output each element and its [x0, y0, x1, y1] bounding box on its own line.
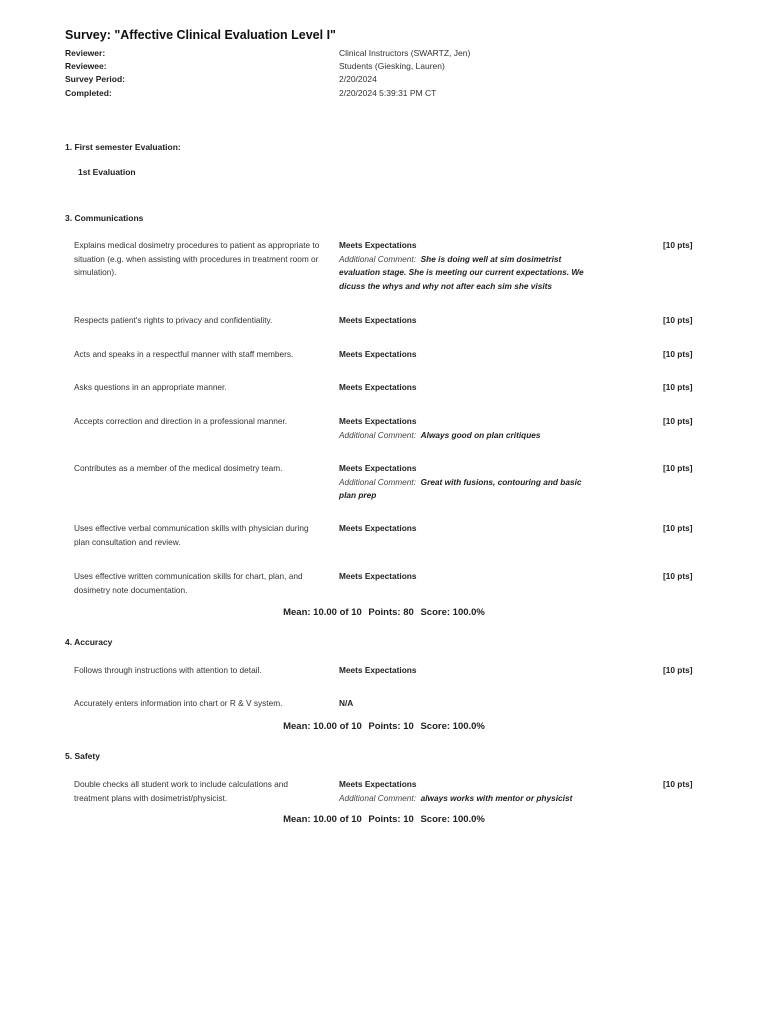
section-heading: 3. Communications	[65, 213, 144, 223]
points-badge: [10 pts]	[663, 463, 693, 473]
survey-title: Survey: "Affective Clinical Evaluation Level I"	[65, 28, 336, 42]
answer-block	[339, 381, 589, 395]
answer-block	[339, 239, 589, 293]
comment-label: Additional Comment:	[339, 253, 417, 264]
points-badge: [10 pts]	[663, 382, 693, 392]
summary-points: Points: 10	[368, 721, 414, 732]
points-badge: [10 pts]	[663, 571, 693, 581]
points-badge: [10 pts]	[663, 416, 693, 426]
section-heading: 4. Accuracy	[65, 637, 113, 647]
rating-text: Meets Expectations	[339, 523, 417, 533]
rating-text: Meets Expectations	[339, 779, 417, 789]
answer-block	[339, 570, 589, 584]
comment-text: Always good on plan critiques	[420, 429, 541, 440]
reviewee-label: Reviewee:	[65, 61, 107, 71]
question-text: Acts and speaks in a respectful manner with staff members.	[74, 349, 294, 359]
answer-block	[339, 697, 589, 711]
rating-text: Meets Expectations	[339, 463, 417, 473]
section-summary	[0, 721, 768, 732]
reviewer-label: Reviewer:	[65, 48, 106, 58]
answer-block	[339, 348, 589, 362]
summary-mean: Mean: 10.00 of 10	[283, 814, 362, 825]
section-answer: 1st Evaluation	[78, 167, 136, 177]
question-text: Double checks all student work to include calculations and treatment plans with dosimetrist/physicist.	[74, 779, 288, 803]
answer-block	[339, 778, 589, 805]
answer-block	[339, 314, 589, 328]
question-text: Accepts correction and direction in a professional manner.	[74, 416, 288, 426]
points-badge: [10 pts]	[663, 523, 693, 533]
rating-text: Meets Expectations	[339, 349, 417, 359]
points-badge: [10 pts]	[663, 349, 693, 359]
points-badge: [10 pts]	[663, 315, 693, 325]
rating-text: Meets Expectations	[339, 382, 417, 392]
completed-value: 2/20/2024 5:39:31 PM CT	[339, 88, 437, 98]
answer-block	[339, 664, 589, 678]
reviewee-value: Students (Giesking, Lauren)	[339, 61, 445, 71]
section-heading: 5. Safety	[65, 751, 100, 761]
summary-score: Score: 100.0%	[420, 814, 485, 825]
completed-label: Completed:	[65, 88, 112, 98]
rating-text: Meets Expectations	[339, 571, 417, 581]
survey-period-value: 2/20/2024	[339, 74, 377, 84]
section-summary	[0, 607, 768, 618]
reviewer-value: Clinical Instructors (SWARTZ, Jen)	[339, 48, 471, 58]
question-text: Accurately enters information into chart or R & V system.	[74, 698, 283, 708]
rating-text: Meets Expectations	[339, 665, 417, 675]
comment-label: Additional Comment:	[339, 429, 417, 440]
section-summary	[0, 814, 768, 825]
summary-mean: Mean: 10.00 of 10	[283, 721, 362, 732]
points-badge: [10 pts]	[663, 665, 693, 675]
question-text: Follows through instructions with attention to detail.	[74, 665, 262, 675]
summary-score: Score: 100.0%	[420, 721, 485, 732]
question-text: Respects patient's rights to privacy and confidentiality.	[74, 315, 273, 325]
summary-points: Points: 10	[368, 814, 414, 825]
survey-period-label: Survey Period:	[65, 74, 125, 84]
rating-text: Meets Expectations	[339, 240, 417, 250]
comment-text: always works with mentor or physicist	[420, 792, 573, 803]
question-text: Uses effective verbal communication skills with physician during plan consultation and review.	[74, 523, 309, 547]
question-text: Uses effective written communication skills for chart, plan, and dosimetry note documentation.	[74, 571, 303, 595]
comment-text: Great with fusions, contouring and basic plan prep	[339, 476, 582, 500]
summary-mean: Mean: 10.00 of 10	[283, 607, 362, 618]
rating-text: N/A	[339, 698, 354, 708]
question-text: Explains medical dosimetry procedures to patient as appropriate to situation (e.g. when assisting with procedures in treatment room or simulation).	[74, 240, 320, 277]
rating-text: Meets Expectations	[339, 315, 417, 325]
comment-label: Additional Comment:	[339, 792, 417, 803]
answer-block	[339, 522, 589, 536]
section-heading: 1. First semester Evaluation:	[65, 142, 181, 152]
answer-block	[339, 415, 589, 442]
points-badge: [10 pts]	[663, 240, 693, 250]
answer-block	[339, 462, 589, 503]
question-text: Contributes as a member of the medical dosimetry team.	[74, 463, 283, 473]
question-text: Asks questions in an appropriate manner.	[74, 382, 227, 392]
points-badge: [10 pts]	[663, 779, 693, 789]
summary-score: Score: 100.0%	[420, 607, 485, 618]
comment-label: Additional Comment:	[339, 476, 417, 487]
summary-points: Points: 80	[368, 607, 414, 618]
comment-text: She is doing well at sim dosimetrist evaluation stage. She is meeting our current expectations. We dicuss the whys and why not after each sim she visits	[339, 253, 584, 291]
rating-text: Meets Expectations	[339, 416, 417, 426]
